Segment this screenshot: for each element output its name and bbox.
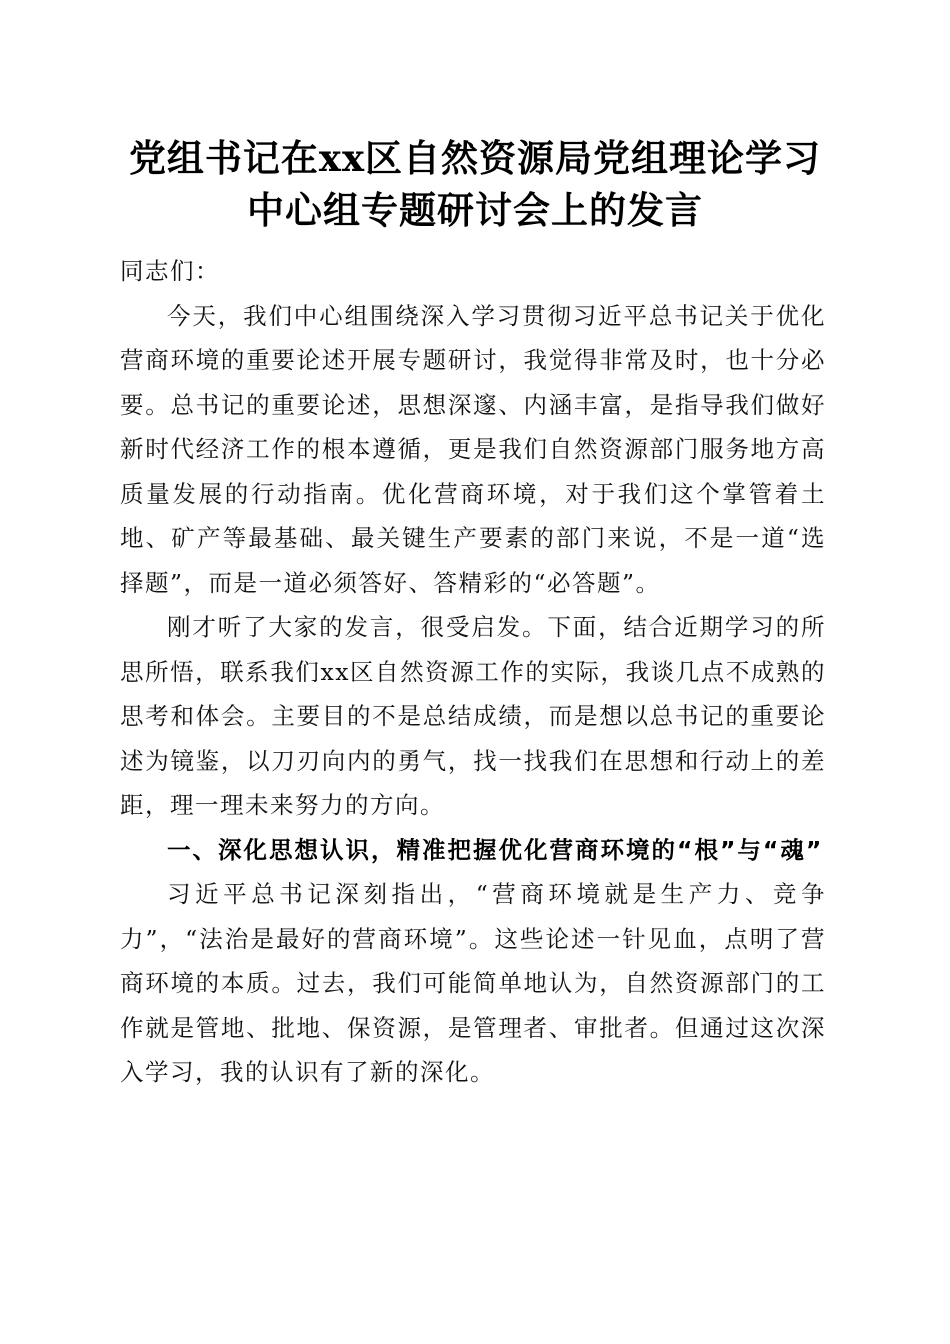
document-body [120,249,826,1095]
intro-paragraph-1: 今天，我们中心组围绕深入学习贯彻习近平总书记关于优化营商环境的重要论述开展专题研讨，我觉得非常及时，也十分必要。总书记的重要论述，思想深邃、内涵丰富，是指导我们做好新时代经济工作的根本遵循，更是我们自然资源部门服务地方高质量发展的行动指南。优化营商环境，对于我们这个掌管着土地、矿产等最基础、最关键生产要素的部门来说，不是一道“选择题”，而是一道必须答好、答精彩的“必答题”。 [120,301,826,597]
section-1-paragraph: 习近平总书记深刻指出，“营商环境就是生产力、竞争力”，“法治是最好的营商环境”。这些论述一针见血，点明了营商环境的本质。过去，我们可能简单地认为，自然资源部门的工作就是管地、批地、保资源，是管理者、审批者。但通过这次深入学习，我的认识有了新的深化。 [120,880,826,1086]
section-1-heading: 一、深化思想认识，精准把握优化营商环境的“根”与“魂” [167,835,824,864]
salutation: 同志们： [120,257,220,285]
intro-paragraph-2: 刚才听了大家的发言，很受启发。下面，结合近期学习的所思所悟，联系我们xx区自然资源工作的实际，我谈几点不成熟的思考和体会。主要目的不是总结成绩，而是想以总书记的重要论述为镜鉴，以刀刃向内的勇气，找一找我们在思想和行动上的差距，理一理未来努力的方向。 [120,613,826,819]
document-title: 党组书记在xx区自然资源局党组理论学习中心组专题研讨会上的发言 [128,136,822,232]
